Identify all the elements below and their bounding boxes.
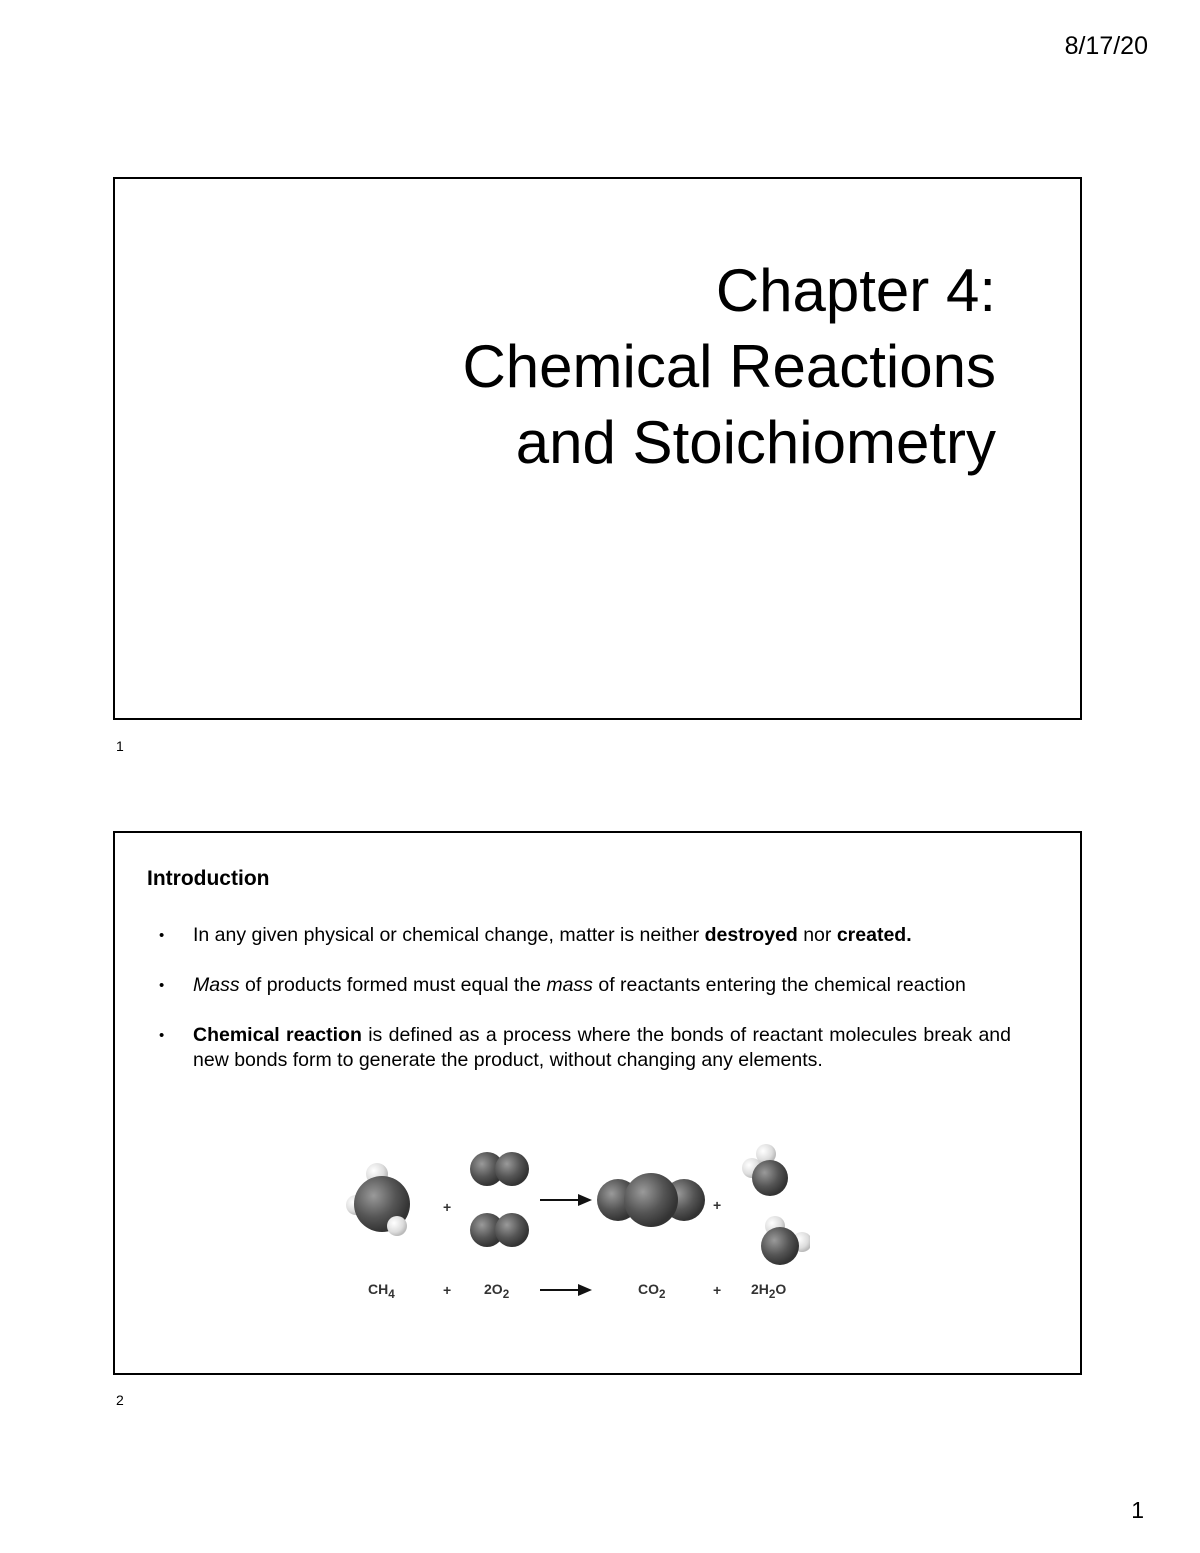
bullet-item-3: • Chemical reaction is defined as a process where the bonds of reactant molecules break and new bonds form to generate the product, without changing any elements. (159, 1024, 1011, 1071)
bullet-dot-icon: • (159, 977, 165, 994)
slide-1 (113, 177, 1082, 720)
slide-number-2: 2 (116, 1392, 124, 1408)
methane-molecule-icon (346, 1163, 410, 1236)
formula-2h2o: $2H_2O$ (751, 1281, 787, 1301)
carbon-dioxide-molecule-icon (597, 1173, 705, 1227)
reaction-arrow-icon (540, 1194, 592, 1206)
bullet-dot-icon: • (159, 1027, 165, 1044)
slide-2 (113, 831, 1082, 1375)
water-molecule-icon (761, 1216, 810, 1265)
water-molecule-icon (742, 1144, 788, 1196)
molecule-diagram (340, 1138, 810, 1308)
plus-sign: + (443, 1199, 452, 1215)
oxygen-molecule-icon (470, 1152, 529, 1186)
page-number: 1 (1131, 1497, 1144, 1523)
bullet-dot-icon: • (159, 927, 165, 944)
bullet-list (155, 923, 1011, 1098)
bullet-item-2: • Mass of products formed must equal the mass of reactants entering the chemical reaction (159, 974, 966, 996)
oxygen-molecule-icon (470, 1213, 529, 1247)
formula-ch4: $CH_4$ (368, 1281, 395, 1301)
title-line-2: Chemical Reactions (462, 333, 996, 400)
plus-sign: + (713, 1197, 722, 1213)
title-line-1: Chapter 4: (715, 257, 996, 324)
formula-2o2: $2O_2$ (484, 1281, 510, 1301)
plus-sign: + (713, 1282, 722, 1298)
bullet-item-1: • In any given physical or chemical change, matter is neither destroyed nor created. (159, 924, 912, 946)
title-line-3: and Stoichiometry (515, 409, 996, 476)
header-date: 8/17/20 (1064, 32, 1148, 60)
reaction-arrow-icon (540, 1284, 592, 1296)
slide-number-1: 1 (116, 738, 124, 754)
reaction-figure (340, 1138, 810, 1308)
plus-sign: + (443, 1282, 452, 1298)
slide-title (462, 253, 996, 481)
formula-co2: $CO_2$ (638, 1281, 666, 1301)
slide-heading: Introduction (147, 867, 270, 890)
